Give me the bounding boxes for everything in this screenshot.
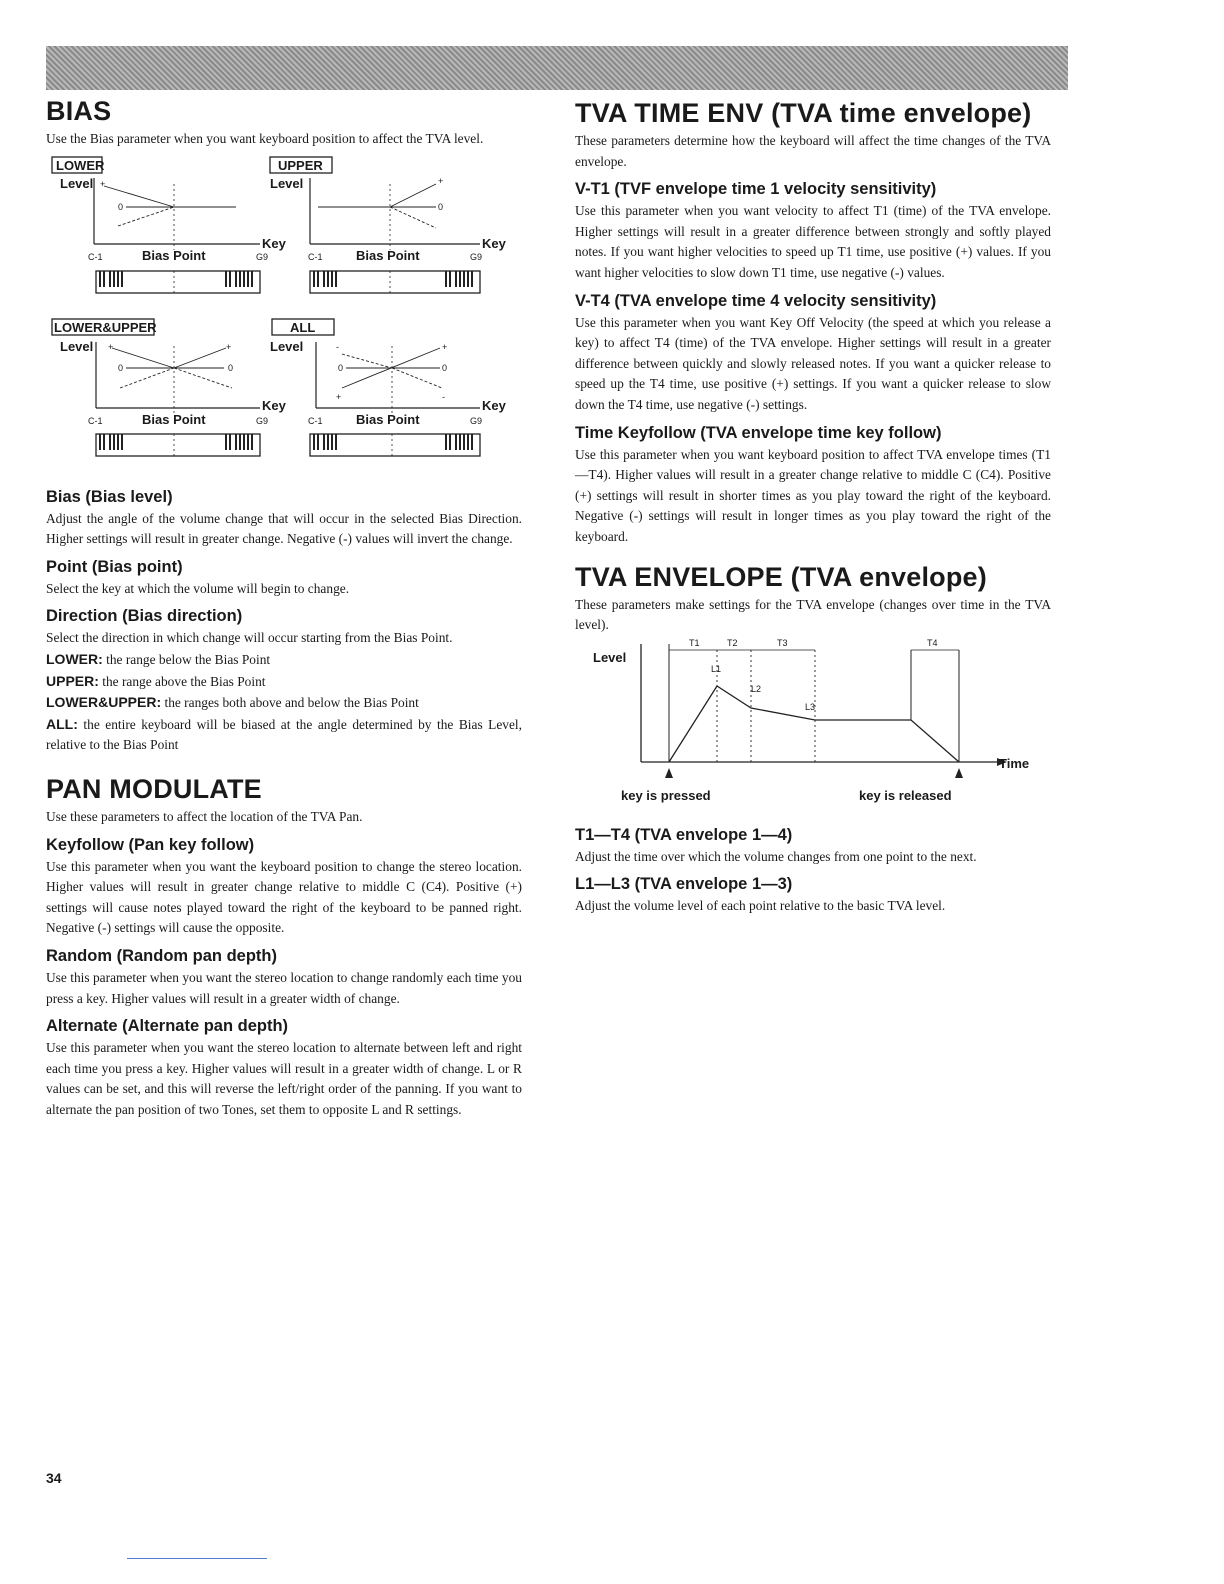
- key-label: Key: [262, 235, 286, 251]
- tva-envelope-heading: TVA ENVELOPE (TVA envelope): [575, 561, 987, 592]
- time-keyfollow-text: Use this parameter when you want keyboard position to affect TVA envelope times (T1—T4). Higher values will result in a greater change relative to middle C (C4). Positive (+) settings will result in shorter times as you play toward the right of the keyboard. Negative (-) settings will result in longer times as you play toward the right of the keyboard.: [575, 446, 1051, 544]
- right-column: [575, 98, 1051, 917]
- g9-label: G9: [470, 251, 483, 262]
- direction-item: [46, 714, 522, 756]
- upper-label: UPPER: [278, 157, 323, 173]
- level-label: Level: [270, 175, 304, 191]
- key-label: Key: [482, 235, 506, 251]
- plus-sign: +: [226, 341, 232, 352]
- direction-item: [46, 692, 522, 714]
- tva-time-intro: These parameters determine how the keyboard will affect the time changes of the TVA envelope.: [575, 133, 1051, 169]
- env-t3-label: T3: [777, 637, 788, 648]
- zero-label: 0: [442, 362, 448, 373]
- vt4-text: Use this parameter when you want Key Off Velocity (the speed at which you release a key) to affect T4 (time) of the TVA envelope. Higher settings will result in a greater difference between quickly and slowly released notes. If you want a quicker release to speed up the T4 time, use positive (+) settings. If you want a quicker release to slow down the T4 time, use negative (-) settings.: [575, 314, 1051, 412]
- bias-level-heading: Bias (Bias level): [46, 487, 173, 506]
- tva-envelope-intro: These parameters make settings for the TVA envelope (changes over time in the TVA level).: [575, 596, 1051, 633]
- bias-direction-text: Select the direction in which change will occur starting from the Bias Point.: [46, 630, 453, 646]
- direction-term: LOWER:: [46, 650, 103, 667]
- pan-keyfollow-text: Use this parameter when you want the keyboard position to change the stereo location. Higher values will result in greater change relative to middle C (C4). Positive (+) settings will cause notes played toward the right of the keyboard to be panned right. Negative (-) settings will cause the opposite.: [46, 858, 522, 936]
- c-1-label: C-1: [88, 251, 103, 262]
- env-l3-label: L3: [805, 701, 816, 712]
- vt4-heading: V-T4 (TVA envelope time 4 velocity sensitivity): [575, 291, 937, 310]
- key-label: Key: [482, 397, 506, 413]
- direction-item: [46, 671, 522, 693]
- bias-point-label: Bias Point: [356, 247, 420, 263]
- env-time-label: Time: [999, 755, 1030, 771]
- pan-intro: Use these parameters to affect the location of the TVA Pan.: [46, 808, 363, 824]
- plus-sign: +: [442, 341, 448, 352]
- bias-point-label: Bias Point: [142, 411, 206, 427]
- vt1-heading: V-T1 (TVF envelope time 1 velocity sensitivity): [575, 180, 937, 199]
- bias-point-label: Bias Point: [356, 411, 420, 427]
- level-label: Level: [60, 338, 94, 354]
- bias-heading: BIAS: [46, 96, 112, 126]
- bias-direction-heading: Direction (Bias direction): [46, 607, 243, 626]
- key-label: Key: [262, 397, 286, 413]
- direction-term: UPPER:: [46, 672, 99, 689]
- key-pressed-label: key is pressed: [621, 787, 711, 803]
- key-released-label: key is released: [859, 787, 952, 803]
- bias-all-diagram: [270, 319, 507, 456]
- c-1-label: C-1: [88, 415, 103, 426]
- env-level-label: Level: [593, 649, 627, 665]
- pan-random-text: Use this parameter when you want the stereo location to change randomly each time you press a key. Higher values will result in a greater width of change.: [46, 969, 522, 1006]
- plus-sign: +: [100, 178, 106, 189]
- time-keyfollow-heading: Time Keyfollow (TVA envelope time key follow): [575, 423, 942, 442]
- l1-l3-text: Adjust the volume level of each point relative to the basic TVA level.: [575, 898, 946, 914]
- env-l1-label: L1: [711, 663, 722, 674]
- g9-label: G9: [256, 415, 269, 426]
- c-1-label: C-1: [308, 415, 323, 426]
- tva-envelope-diagram: [575, 636, 1051, 816]
- plus-sign: +: [336, 391, 342, 402]
- zero-label: 0: [438, 201, 444, 212]
- t1-t4-heading: T1—T4 (TVA envelope 1—4): [575, 825, 793, 844]
- header-band: [46, 46, 1068, 90]
- env-t4-label: T4: [927, 637, 938, 648]
- level-label: Level: [270, 338, 304, 354]
- zero-label: 0: [228, 362, 234, 373]
- direction-desc: the range below the Bias Point: [102, 651, 271, 667]
- direction-term: LOWER&UPPER:: [46, 694, 162, 711]
- page-number: 34: [46, 1470, 62, 1486]
- pan-alternate-text: Use this parameter when you want the stereo location to alternate between left and right each time you press a key. Higher values will result in a greater width of change. L or R values can be set, and this will reverse the left/right order of the panning. If you want to alternate the pan position of two Tones, set them to opposite L and R settings.: [46, 1040, 522, 1117]
- env-l2-label: L2: [751, 683, 762, 694]
- pan-alternate-heading: Alternate (Alternate pan depth): [46, 1017, 289, 1036]
- minus-sign: -: [336, 341, 339, 352]
- direction-desc: the entire keyboard will be biased at the angle determined by the Bias Level, relative to the Bias Point: [46, 716, 522, 753]
- t1-t4-text: Adjust the time over which the volume changes from one point to the next.: [575, 848, 977, 864]
- direction-term: ALL:: [46, 715, 78, 732]
- all-label: ALL: [290, 319, 316, 335]
- level-label: Level: [60, 175, 94, 191]
- plus-sign: +: [438, 175, 444, 186]
- bias-point-label: Bias Point: [142, 247, 206, 263]
- bias-point-heading: Point (Bias point): [46, 557, 183, 576]
- direction-item: [46, 649, 522, 671]
- bias-intro: Use the Bias parameter when you want keyboard position to affect the TVA level.: [46, 131, 484, 146]
- pan-keyfollow-heading: Keyfollow (Pan key follow): [46, 835, 255, 854]
- env-t1-label: T1: [689, 637, 700, 648]
- left-column: [46, 96, 522, 1120]
- bias-point-text: Select the key at which the volume will begin to change.: [46, 580, 350, 596]
- lower-upper-label: LOWER&UPPER: [54, 319, 157, 335]
- bias-lower-upper-diagram: [52, 319, 287, 456]
- zero-label: 0: [118, 201, 124, 212]
- minus-sign: -: [442, 391, 445, 402]
- bias-level-text: Adjust the angle of the volume change that will occur in the selected Bias Direction. Higher settings will result in greater change. Negative (-) values will invert the change.: [46, 510, 522, 547]
- pan-heading: PAN MODULATE: [46, 773, 262, 804]
- footer-line: [127, 1558, 267, 1559]
- direction-desc: the range above the Bias Point: [98, 673, 266, 689]
- direction-desc: the ranges both above and below the Bias Point: [161, 695, 419, 711]
- l1-l3-heading: L1—L3 (TVA envelope 1—3): [575, 875, 793, 894]
- vt1-text: Use this parameter when you want velocity to affect T1 (time) of the TVA envelope. Higher settings will result in a greater difference between strongly and softly played notes. If you want higher velocities to speed up T1 time, use positive (+) values. If you want higher velocities to slow down T1 time, use negative (-) values.: [575, 203, 1051, 280]
- g9-label: G9: [470, 415, 483, 426]
- bias-upper-diagram: [270, 157, 507, 293]
- bias-lower-diagram: [52, 157, 287, 293]
- tva-time-heading: TVA TIME ENV (TVA time envelope): [575, 98, 1032, 128]
- c-1-label: C-1: [308, 251, 323, 262]
- zero-label: 0: [338, 362, 344, 373]
- pan-random-heading: Random (Random pan depth): [46, 946, 277, 965]
- bias-diagrams: [46, 154, 522, 484]
- lower-label: LOWER: [56, 157, 105, 173]
- zero-label: 0: [118, 362, 124, 373]
- env-t2-label: T2: [727, 637, 738, 648]
- g9-label: G9: [256, 251, 269, 262]
- plus-sign: +: [108, 341, 114, 352]
